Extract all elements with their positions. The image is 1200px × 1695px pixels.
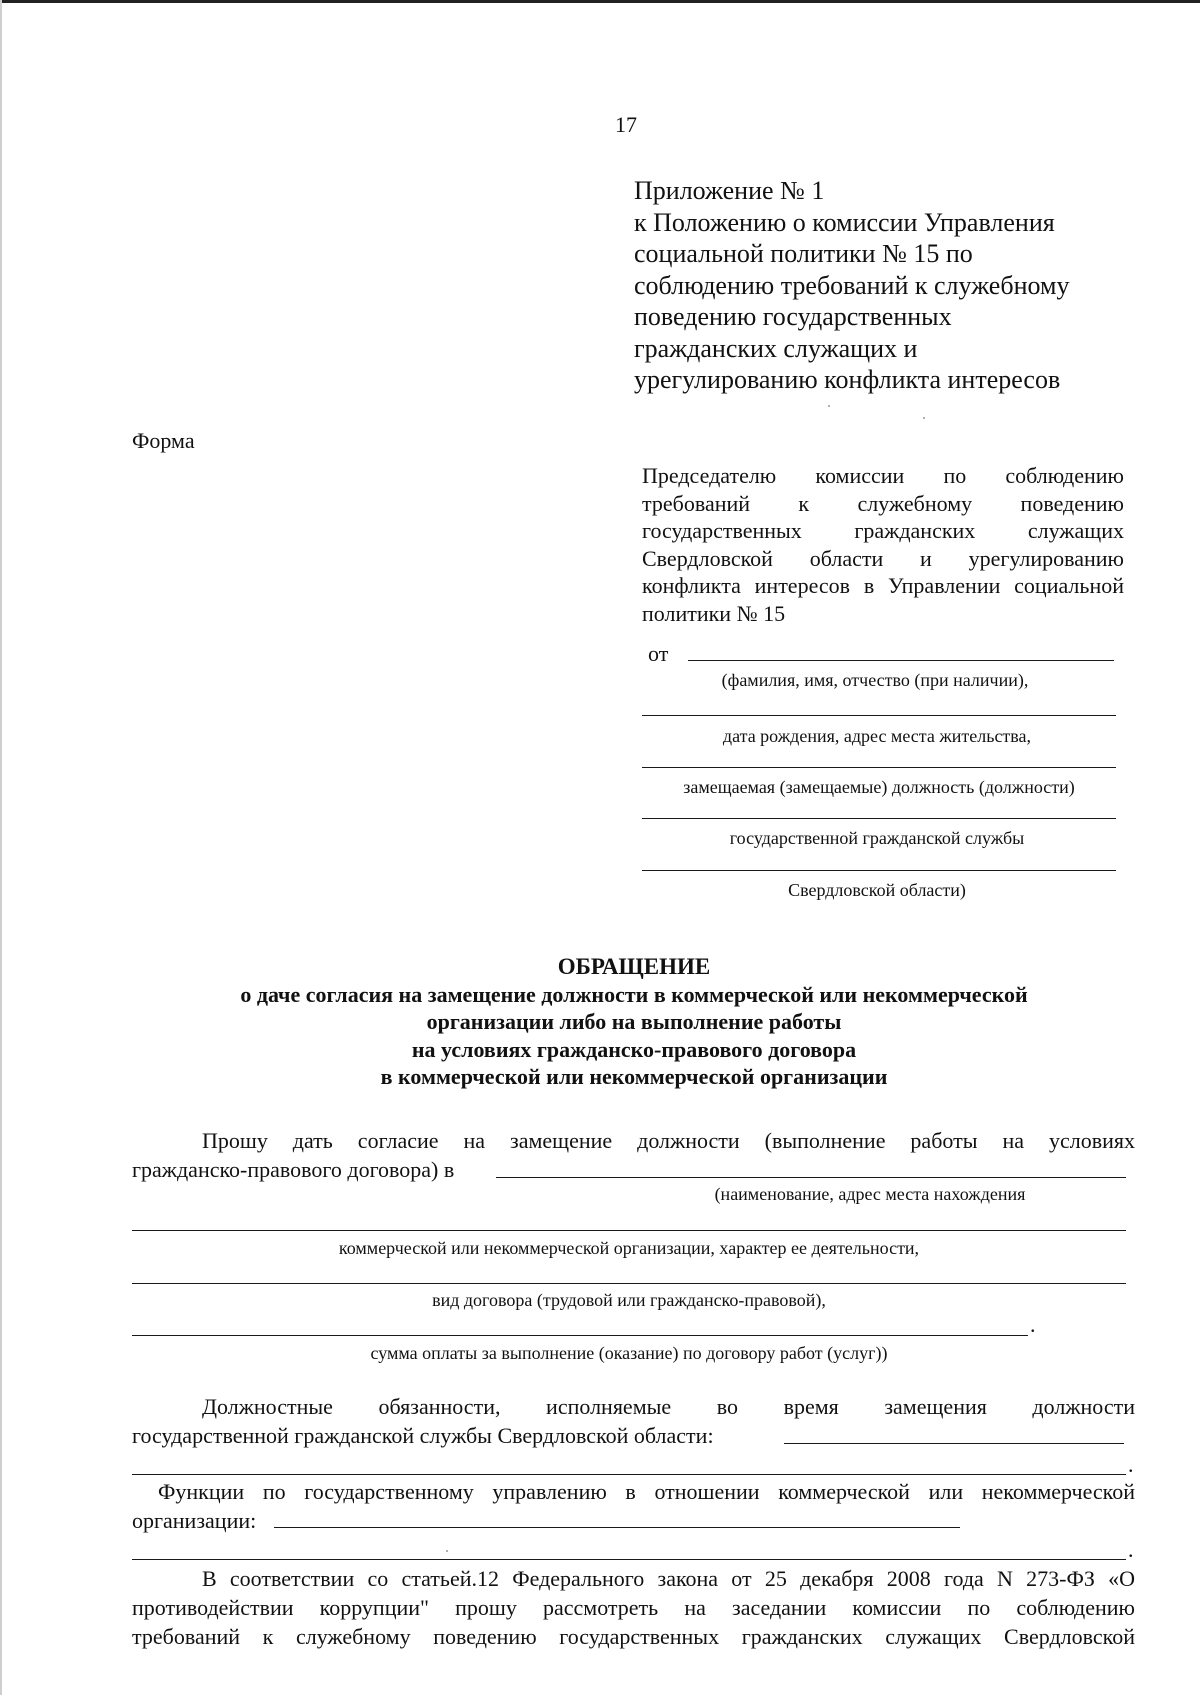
appendix-line: к Положению о комиссии Управления bbox=[634, 207, 1055, 237]
field-hint: дата рождения, адрес места жительства, bbox=[722, 726, 1032, 746]
field-hint: (фамилия, имя, отчество (при наличии), bbox=[721, 670, 1029, 690]
title-main: ОБРАЩЕНИЕ bbox=[557, 954, 711, 979]
appendix-line: поведению государственных bbox=[634, 302, 952, 331]
organization-field[interactable] bbox=[496, 1177, 1126, 1178]
functions-line-1: Функции по государственному управлению в отношении коммерческой или некоммерческой bbox=[158, 1479, 1135, 1504]
payment-amount-field[interactable] bbox=[132, 1335, 1028, 1336]
functions-field[interactable] bbox=[274, 1527, 960, 1528]
page-number: 17 bbox=[615, 112, 637, 137]
duties-line-1: Должностные обязанности, исполняемые во время замещения должности bbox=[202, 1394, 1135, 1419]
document-title bbox=[130, 953, 1138, 1091]
field-hint: Свердловской области) bbox=[788, 880, 966, 900]
form-label: Форма bbox=[132, 428, 195, 453]
request-line-2: гражданско-правового договора) в bbox=[132, 1157, 455, 1182]
period-mark: . bbox=[1030, 1312, 1036, 1337]
law-paragraph-line-1: В соответствии со статьей.12 Федерального закона от 25 декабря 2008 года N 273-ФЗ «О bbox=[202, 1566, 1135, 1591]
functions-field-continued[interactable] bbox=[132, 1559, 1126, 1560]
field-hint: сумма оплаты за выполнение (оказание) по договору работ (услуг)) bbox=[370, 1343, 888, 1363]
page-top-edge bbox=[0, 0, 1200, 3]
addressee-block: Председателю комиссии по соблюдению требований к служебному поведению государственных гражданских служащих Свердловской области и урегулированию конфликта интересов в Управлении социальной политики № 15 bbox=[642, 463, 1124, 626]
functions-line-2: организации: bbox=[132, 1508, 257, 1533]
title-subtitle-line: в коммерческой или некоммерческой организации bbox=[380, 1064, 888, 1089]
scan-speck bbox=[446, 1550, 448, 1552]
position-field[interactable] bbox=[642, 767, 1116, 768]
appendix-line: гражданских служащих и bbox=[634, 333, 918, 363]
law-paragraph-line-2: противодействии коррупции" прошу рассмотреть на заседании комиссии по соблюдению bbox=[132, 1595, 1135, 1620]
scan-speck bbox=[923, 417, 925, 419]
from-name-field[interactable] bbox=[688, 660, 1114, 661]
field-hint: (наименование, адрес места нахождения bbox=[714, 1184, 1026, 1204]
title-subtitle-line: на условиях гражданско-правового договора bbox=[411, 1036, 857, 1062]
appendix-line: урегулированию конфликта интересов bbox=[634, 365, 1061, 394]
scan-speck bbox=[828, 405, 830, 407]
duties-field[interactable] bbox=[784, 1443, 1124, 1444]
field-hint: коммерческой или некоммерческой организации, характер ее деятельности, bbox=[338, 1238, 920, 1258]
appendix-line: социальной политики № 15 по bbox=[634, 239, 973, 268]
title-subtitle-line: о даче согласия на замещение должности в коммерческой или некоммерческой bbox=[240, 981, 1028, 1007]
field-hint: замещаемая (замещаемые) должность (должности) bbox=[683, 777, 1075, 797]
appendix-line: соблюдению требований к служебному bbox=[634, 270, 1070, 300]
from-label: от bbox=[648, 641, 669, 666]
field-hint: государственной гражданской службы bbox=[729, 828, 1025, 848]
page-left-edge bbox=[0, 0, 2, 1695]
contract-type-field[interactable] bbox=[132, 1283, 1126, 1284]
period-mark: . bbox=[1128, 1537, 1134, 1562]
organization-activity-field[interactable] bbox=[132, 1230, 1126, 1231]
duties-field-continued[interactable] bbox=[132, 1474, 1126, 1475]
period-mark: . bbox=[1128, 1452, 1134, 1477]
service-field[interactable] bbox=[642, 818, 1116, 819]
appendix-header bbox=[634, 175, 1154, 396]
field-hint: вид договора (трудовой или гражданско-правовой), bbox=[432, 1290, 826, 1310]
birth-address-field[interactable] bbox=[642, 715, 1116, 716]
appendix-line: Приложение № 1 bbox=[634, 176, 825, 205]
law-paragraph-line-3: требований к служебному поведению государственных гражданских служащих Свердловской bbox=[132, 1624, 1135, 1649]
duties-line-2: государственной гражданской службы Свердловской области: bbox=[132, 1423, 714, 1448]
region-field[interactable] bbox=[642, 870, 1116, 871]
title-subtitle-line: организации либо на выполнение работы bbox=[426, 1009, 842, 1034]
request-line-1: Прошу дать согласие на замещение должности (выполнение работы на условиях bbox=[202, 1128, 1135, 1153]
